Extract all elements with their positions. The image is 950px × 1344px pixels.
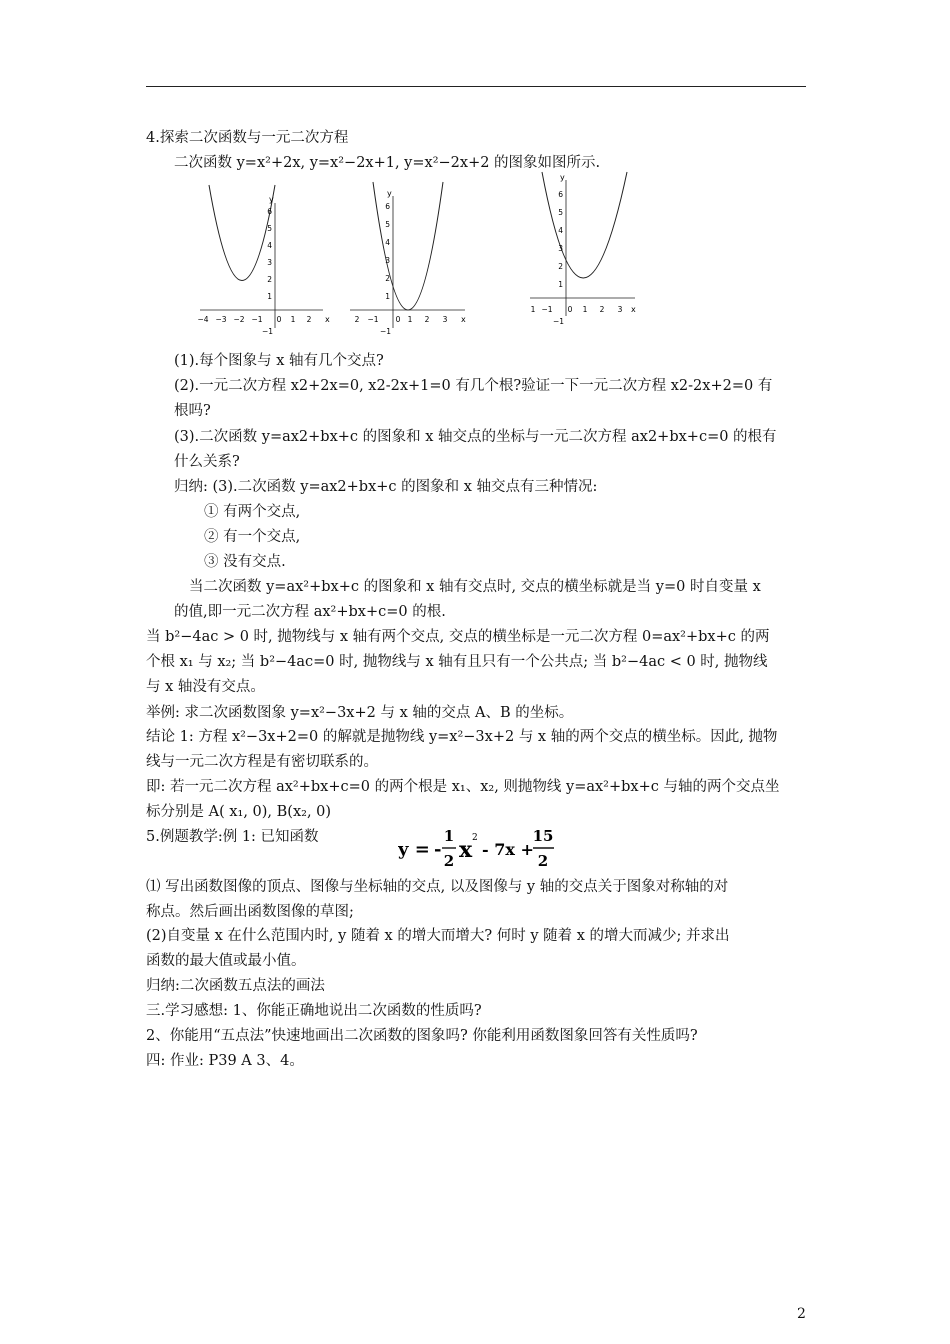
- example-line: 举例: 求二次函数图象 y=x²−3x+2 与 x 轴的交点 A、B 的坐标。: [146, 705, 574, 721]
- roots-paragraph: 当二次函数 y=ax²+bx+c 的图象和 x 轴有交点时, 交点的横坐标就是当 y=0 时自变量 x: [189, 579, 761, 595]
- reflection-2: 2、你能用“五点法”快速地画出二次函数的图象吗? 你能利用函数图象回答有关性质吗?: [146, 1028, 698, 1044]
- theorem-line-cont: 标分别是 A( x₁, 0), B(x₂, 0): [146, 804, 332, 820]
- discriminant-paragraph: 当 b²−4ac > 0 时, 抛物线与 x 轴有两个交点, 交点的横坐标是一元二次方程 0=ax²+bx+c 的两: [146, 629, 770, 645]
- graph-1-ytick: 6: [267, 207, 272, 216]
- graph-1-ytick: 2: [267, 275, 272, 284]
- formula-minus: -: [434, 839, 442, 860]
- question-1: (1).每个图象与 x 轴有几个交点?: [174, 353, 384, 369]
- graph-2-curve: [373, 182, 443, 310]
- header-rule: [146, 86, 806, 87]
- formula-den2: 2: [537, 852, 549, 870]
- graph-2-ytick: 3: [385, 256, 390, 265]
- graph-2-ytick: 6: [385, 202, 390, 211]
- task-1: ⑴ 写出函数图像的顶点、图像与坐标轴的交点, 以及图像与 y 轴的交点关于图象对称轴的对: [146, 879, 729, 895]
- discriminant-paragraph-2: 个根 x₁ 与 x₂; 当 b²−4ac=0 时, 抛物线与 x 轴有且只有一个公共点; 当 b²−4ac < 0 时, 抛物线: [146, 654, 768, 670]
- graph-2-xtick: −1: [367, 315, 379, 324]
- formula-mid: - 7x +: [482, 840, 534, 859]
- formula-lhs: y =: [398, 839, 430, 860]
- task-1-cont: 称点。然后画出函数图像的草图;: [146, 904, 354, 920]
- graph-1-ytick: 4: [267, 241, 272, 250]
- graph-2: [350, 182, 466, 336]
- graph-2-xtick: 1: [407, 315, 413, 324]
- case-3: ③ 没有交点.: [204, 554, 286, 570]
- graph-1-ytick: 1: [267, 292, 272, 301]
- graph-1-ytick: 5: [267, 224, 272, 233]
- graph-3-ytick: 3: [558, 244, 563, 253]
- graph-1-x-label: x: [325, 315, 330, 324]
- graph-3-ytick: 5: [558, 208, 563, 217]
- reflection-heading: 三.学习感想: 1、你能正确地说出二次函数的性质吗?: [146, 1003, 482, 1019]
- graph-2-ytick: 5: [385, 220, 390, 229]
- case-1: ① 有两个交点,: [204, 504, 301, 520]
- conclusion-1: 结论 1: 方程 x²−3x+2=0 的解就是抛物线 y=x²−3x+2 与 x 轴的两个交点的横坐标。因此, 抛物: [146, 729, 778, 745]
- roots-paragraph-cont: 的值,即一元二次方程 ax²+bx+c=0 的根.: [174, 604, 446, 620]
- graph-1-ytick: 3: [267, 258, 272, 267]
- section-heading-4: 4.探索二次函数与一元二次方程: [146, 130, 349, 146]
- parabola-graphs: [195, 168, 645, 343]
- graph-3-xtick: 2: [599, 305, 605, 314]
- question-2-cont: 根吗?: [174, 403, 211, 419]
- graph-2-y-label: y: [387, 189, 392, 198]
- summary-heading: 归纳: (3).二次函数 y=ax2+bx+c 的图象和 x 轴交点有三种情况:: [174, 479, 598, 495]
- graph-3-xtick: 3: [617, 305, 623, 314]
- question-3: (3).二次函数 y=ax2+bx+c 的图象和 x 轴交点的坐标与一元二次方程 ax2+bx+c=0 的根有: [174, 429, 777, 445]
- case-2: ② 有一个交点,: [204, 529, 301, 545]
- graph-2-xtick: 2: [354, 315, 360, 324]
- example-formula: [398, 824, 568, 876]
- graph-1-curve: [209, 185, 275, 281]
- theorem-line: 即: 若一元二次方程 ax²+bx+c=0 的两个根是 x₁、x₂, 则抛物线 y=ax²+bx+c 与轴的两个交点坐: [146, 779, 780, 795]
- graph-1-xtick: 0: [276, 315, 282, 324]
- graph-2-x-label: x: [461, 315, 466, 324]
- graph-1: [197, 185, 330, 336]
- discriminant-paragraph-3: 与 x 轴没有交点。: [146, 679, 265, 695]
- intro-line: 二次函数 y=x²+2x, y=x²−2x+1, y=x²−2x+2 的图象如图所示.: [174, 155, 601, 171]
- question-3-cont: 什么关系?: [174, 454, 240, 470]
- parabola-graphs-svg: [195, 168, 645, 343]
- graph-1-neg-tick: −1: [261, 327, 273, 336]
- graph-3-curve: [542, 172, 627, 278]
- task-2: (2)自变量 x 在什么范围内时, y 随着 x 的增大而增大? 何时 y 随着 x 的增大而减少; 并求出: [146, 928, 730, 944]
- graph-2-xtick: 3: [442, 315, 448, 324]
- graph-3-xtick: −1: [541, 305, 553, 314]
- graph-2-xtick: 0: [395, 315, 401, 324]
- graph-1-xtick: −2: [233, 315, 245, 324]
- graph-3-ytick: 1: [558, 280, 563, 289]
- graph-3-xtick: 0: [567, 305, 573, 314]
- formula-num1: 1: [443, 827, 455, 845]
- conclusion-1-cont: 线与一元二次方程是有密切联系的。: [146, 754, 378, 770]
- task-2-cont: 函数的最大值或最小值。: [146, 953, 306, 969]
- graph-2-ytick: 2: [385, 274, 390, 283]
- homework-line: 四: 作业: P39 A 3、4。: [146, 1053, 304, 1069]
- formula-exp: 2: [472, 833, 478, 843]
- graph-3-x-label: x: [631, 305, 636, 314]
- formula-svg: [398, 824, 568, 876]
- graph-2-ytick: 4: [385, 238, 390, 247]
- formula-den1: 2: [443, 852, 455, 870]
- graph-1-xtick: −1: [251, 315, 263, 324]
- graph-3-xtick: 1: [582, 305, 588, 314]
- graph-2-ytick: 1: [385, 292, 390, 301]
- graph-2-xtick: 2: [424, 315, 430, 324]
- example-heading: 5.例题教学:例 1: 已知函数: [146, 829, 319, 845]
- graph-1-y-label: y: [269, 195, 274, 204]
- graph-3-ytick: 6: [558, 190, 563, 199]
- graph-3-neg-tick: −1: [552, 317, 564, 326]
- graph-1-xtick: 1: [290, 315, 296, 324]
- formula-x: x: [459, 837, 473, 863]
- graph-1-xtick: −4: [197, 315, 209, 324]
- graph-3-xtick: 1: [530, 305, 536, 314]
- graph-1-xtick: −3: [215, 315, 227, 324]
- graph-3-y-label: y: [560, 173, 565, 182]
- graph-3-ytick: 2: [558, 262, 563, 271]
- graph-3-ytick: 4: [558, 226, 563, 235]
- formula-num2: 15: [532, 827, 554, 845]
- graph-3: [530, 172, 636, 326]
- graph-1-xtick: 2: [306, 315, 312, 324]
- question-2: (2).一元二次方程 x2+2x=0, x2-2x+1=0 有几个根?验证一下一元二次方程 x2-2x+2=0 有: [174, 378, 773, 394]
- graph-2-neg-tick: −1: [379, 327, 391, 336]
- page-number: 2: [797, 1306, 806, 1322]
- five-point-summary: 归纳:二次函数五点法的画法: [146, 978, 325, 994]
